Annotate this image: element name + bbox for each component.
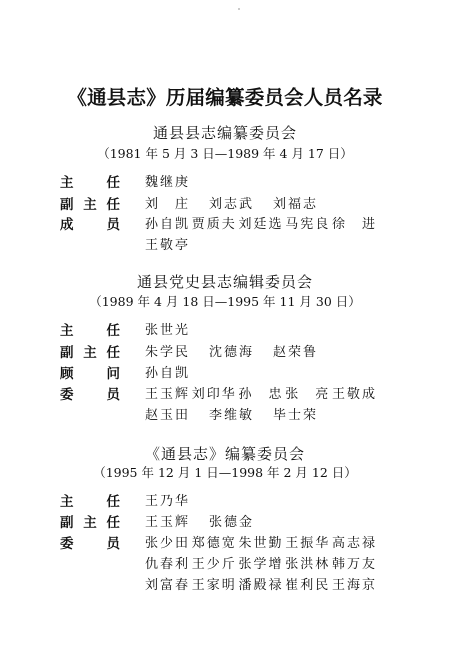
member-names: 刘 庄 刘志武 刘福志	[145, 197, 319, 212]
member-row	[0, 319, 450, 343]
member-names: 赵玉田 李维敏 毕士荣	[145, 408, 319, 423]
member-names: 魏继庚	[145, 175, 191, 190]
role-label: 委 员	[60, 536, 120, 552]
role-label: 主 任	[60, 175, 120, 191]
section-title: 通县县志编纂委员会	[152, 124, 297, 142]
member-names: 孙自凯	[145, 366, 191, 381]
role-label: 成 员	[60, 217, 120, 233]
member-row	[0, 234, 450, 258]
section-date: （1989 年 4 月 18 日—1995 年 11 月 30 日）	[89, 294, 361, 309]
member-names: 仇春利 王少斤 张学增 张洪林 韩万友	[145, 557, 377, 572]
role-label: 主 任	[60, 494, 120, 510]
page-title: 《通县志》历届编纂委员会人员名录	[67, 86, 383, 109]
section-date: （1981 年 5 月 3 日—1989 年 4 月 17 日）	[97, 146, 353, 161]
member-row	[0, 171, 450, 195]
member-names: 张少田 郑德宽 朱世勤 王振华 高志禄	[145, 536, 377, 551]
member-names: 张世光	[145, 323, 191, 338]
member-names: 王敬亭	[145, 238, 191, 253]
member-names: 王乃华	[145, 494, 191, 509]
role-label: 副 主 任	[60, 515, 120, 531]
member-names: 朱学民 沈德海 赵荣鲁	[145, 345, 319, 360]
scan-speck	[238, 8, 240, 10]
role-label: 委 员	[60, 387, 120, 403]
member-row	[0, 574, 450, 598]
role-label: 副 主 任	[60, 345, 120, 361]
section-title: 《通县志》编纂委员会	[144, 445, 305, 463]
member-row	[0, 404, 450, 428]
section-title: 通县党史县志编辑委员会	[136, 273, 313, 291]
role-label: 副 主 任	[60, 197, 120, 213]
role-label: 顾 问	[60, 366, 120, 382]
member-names: 刘富春 王家明 潘殿禄 崔利民 王海京	[145, 578, 377, 593]
member-names: 孙自凯 贾质夫 刘廷选 马宪良 徐 进	[145, 217, 377, 232]
member-names: 王玉辉 张德金	[145, 515, 255, 530]
role-label: 主 任	[60, 323, 120, 339]
section-date: （1995 年 12 月 1 日—1998 年 2 月 12 日）	[93, 465, 357, 480]
member-names: 王玉辉 刘印华 孙 忠 张 亮 王敬成	[145, 387, 377, 402]
